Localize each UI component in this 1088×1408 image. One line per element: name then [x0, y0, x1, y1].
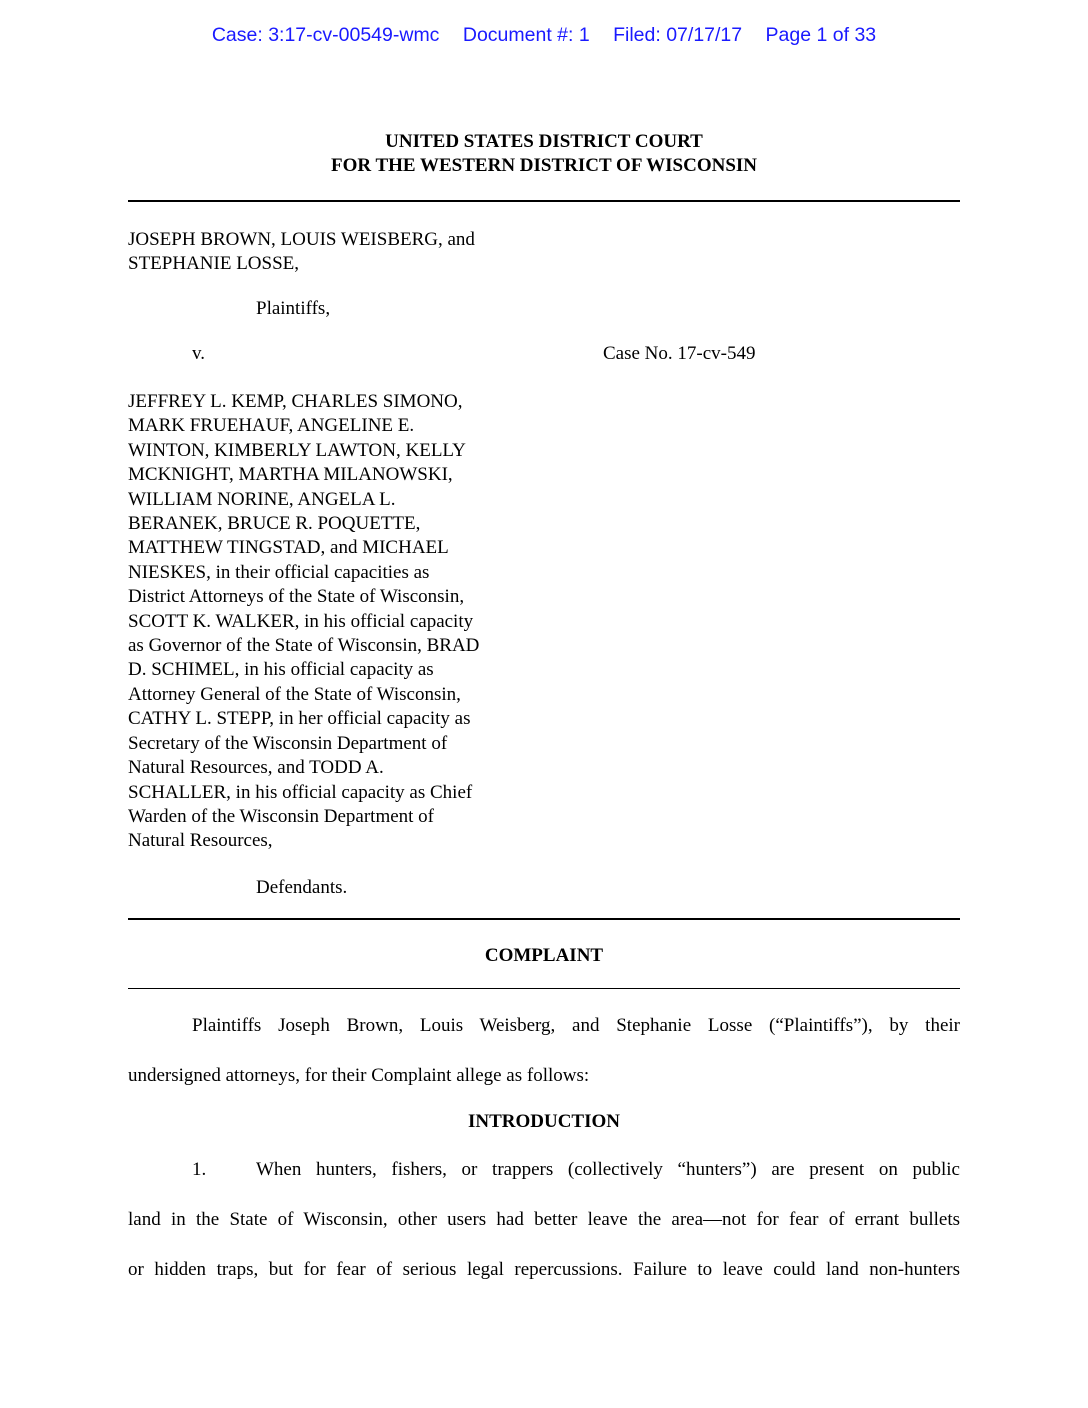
plaintiffs-line: STEPHANIE LOSSE,: [128, 253, 300, 275]
defendants-line: NIESKES, in their official capacities as: [128, 561, 430, 583]
defendants-line: WILLIAM NORINE, ANGELA L.: [128, 488, 396, 510]
defendants-line: District Attorneys of the State of Wisconsin,: [128, 586, 465, 608]
plaintiffs-label: Plaintiffs,: [256, 298, 331, 319]
ecf-header-stamp: [0, 24, 1088, 47]
defendants-line: Attorney General of the State of Wisconsin,: [128, 683, 461, 705]
defendants-line: WINTON, KIMBERLY LAWTON, KELLY: [128, 439, 466, 461]
defendants-line: MARK FRUEHAUF, ANGELINE E.: [128, 415, 415, 437]
defendants-line: as Governor of the State of Wisconsin, BRAD: [128, 635, 480, 657]
stamp-filed: Filed: 07/17/17: [613, 24, 743, 46]
paragraph-1: [128, 1158, 960, 1308]
stamp-page: Page 1 of 33: [765, 24, 877, 46]
defendants-label: Defendants.: [256, 877, 348, 898]
opening-line: Plaintiffs Joseph Brown, Louis Weisberg, and Stephanie Losse (“Plaintiffs”), by their: [192, 1015, 960, 1036]
defendants-line: Secretary of the Wisconsin Department of: [128, 732, 448, 754]
paragraph-1-line-2: land in the State of Wisconsin, other users had better leave the area—not for fear of errant bullets: [128, 1209, 960, 1230]
defendants-line: CATHY L. STEPP, in her official capacity as: [128, 708, 471, 730]
introduction-title: INTRODUCTION: [467, 1111, 621, 1132]
plaintiffs-line: JOSEPH BROWN, LOUIS WEISBERG, and: [128, 229, 475, 250]
caption-bottom-rule: [128, 918, 960, 920]
defendants-line: BERANEK, BRUCE R. POQUETTE,: [128, 513, 421, 535]
defendants-line: Natural Resources,: [128, 830, 273, 852]
defendants-line: Natural Resources, and TODD A.: [128, 757, 384, 779]
court-heading: [128, 130, 960, 178]
caption-top-rule: [128, 200, 960, 202]
defendants-line: D. SCHIMEL, in his official capacity as: [128, 659, 434, 681]
court-line-2: FOR THE WESTERN DISTRICT OF WISCONSIN: [330, 155, 758, 176]
defendants-line: Warden of the Wisconsin Department of: [128, 805, 435, 827]
paragraph-1-line-1: [128, 1158, 960, 1208]
opening-line: undersigned attorneys, for their Complaint allege as follows:: [128, 1065, 590, 1086]
defendants-line: JEFFREY L. KEMP, CHARLES SIMONO,: [128, 391, 463, 412]
defendants-line: SCOTT K. WALKER, in his official capacity: [128, 610, 474, 632]
defendants-names: [128, 390, 479, 854]
defendants-line: MCKNIGHT, MARTHA MILANOWSKI,: [128, 464, 453, 486]
defendants-line: MATTHEW TINGSTAD, and MICHAEL: [128, 537, 449, 559]
paragraph-1-line-3: or hidden traps, but for fear of serious legal repercussions. Failure to leave could land non-hunters: [128, 1259, 960, 1280]
plaintiffs-names: [128, 228, 475, 277]
title-rule: [128, 988, 960, 989]
opening-paragraph: [128, 1014, 960, 1114]
defendants-line: SCHALLER, in his official capacity as Chief: [128, 781, 473, 803]
complaint-title: COMPLAINT: [484, 945, 604, 966]
stamp-document: Document #: 1: [462, 24, 590, 46]
paragraph-number: 1.: [192, 1159, 207, 1180]
paragraph-1-text: When hunters, fishers, or trappers (collectively “hunters”) are present on public: [256, 1159, 960, 1180]
versus: v.: [192, 343, 206, 364]
case-number: Case No. 17-cv-549: [603, 343, 756, 364]
court-line-1: UNITED STATES DISTRICT COURT: [385, 131, 703, 152]
stamp-case: Case: 3:17-cv-00549-wmc: [211, 24, 440, 46]
